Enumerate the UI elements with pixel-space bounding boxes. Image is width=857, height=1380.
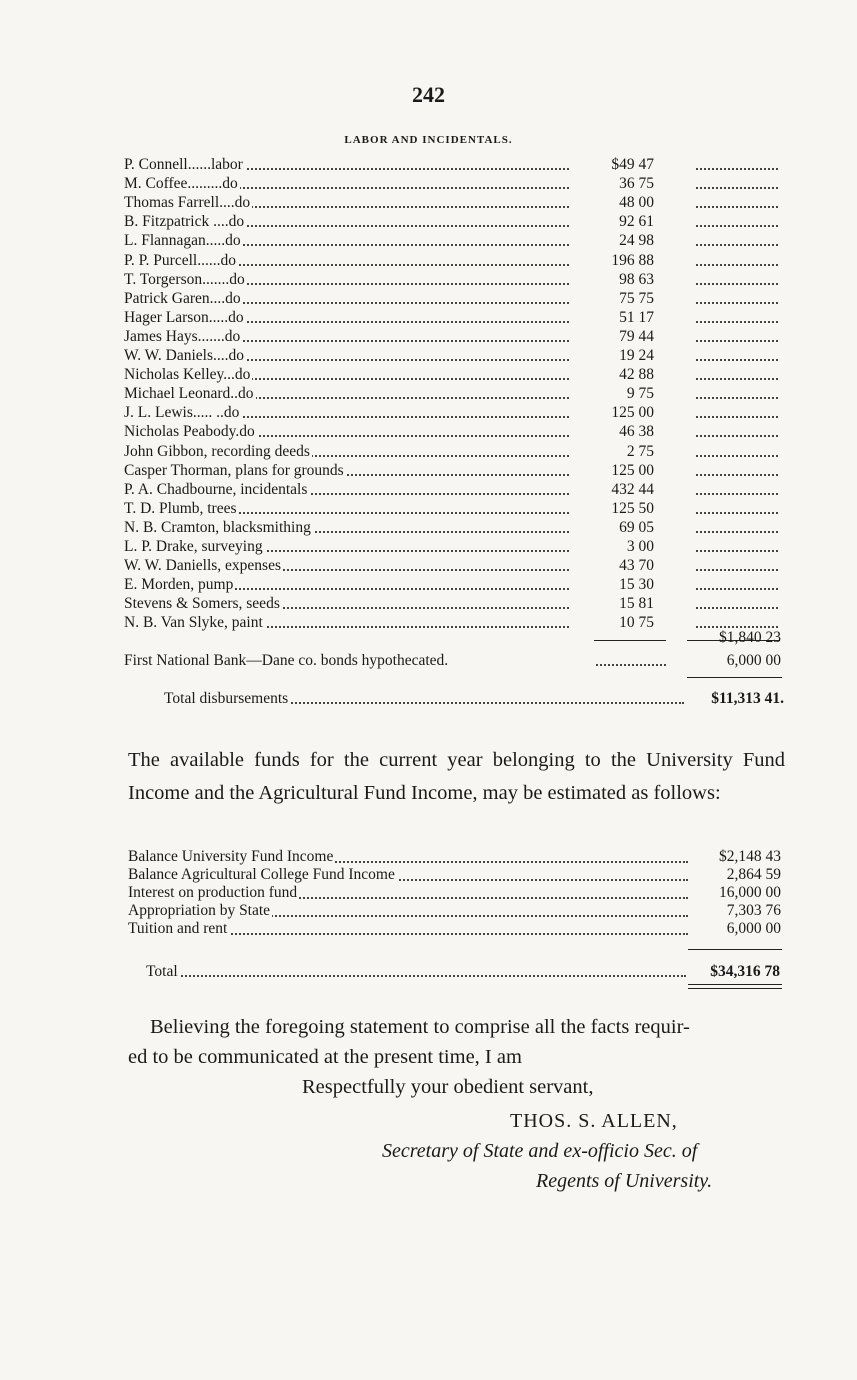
funds-rule-top [688,949,782,950]
ledger-row-label: N. B. Van Slyke, paint [124,614,263,632]
ledger-row [124,461,784,480]
ledger-row-name [124,270,569,289]
ledger-row-leader [696,435,778,437]
ledger-row-amount: 125 00 [611,404,654,422]
funds-row-amount: 2,864 59 [688,866,781,884]
ledger-row-amount: 10 75 [619,614,654,632]
ledger-row-amount: 15 30 [619,576,654,594]
funds-row [128,884,783,902]
total-disbursements-label: Total disbursements [164,690,289,707]
ledger-row-label: Nicholas Peabody.do [124,423,255,441]
ledger-row-amount: 9 75 [626,385,654,403]
ledger-row-leader [696,607,778,609]
ledger-row-amount: 48 00 [619,194,654,212]
ledger-row-name [124,251,569,270]
ledger-row-name [124,422,569,441]
ledger-row [124,289,784,308]
funds-table [128,848,783,938]
ledger-row-label: Thomas Farrell....do [124,194,251,212]
ledger-row [124,518,784,537]
funds-row [128,902,783,920]
ledger-row-label: T. D. Plumb, trees [124,499,237,517]
funds-row [128,866,783,884]
ledger-row-name [124,384,569,403]
funds-row-amount: 6,000 00 [688,920,781,938]
ledger-row-amount: 19 24 [619,347,654,364]
funds-intro-paragraph: The available funds for the current year belonging to the University Fund Income and the Agricultural Fund Income, may be estimated as follows: [128,749,785,804]
closing-line-2: ed to be communicated at the present time, I am [128,1046,522,1068]
funds-row-amount: $2,148 43 [688,848,781,866]
funds-row [128,920,783,938]
funds-rule-double-1 [688,984,782,985]
ledger-row-label: N. B. Cramton, blacksmithing [124,518,311,536]
signature-name: THOS. S. ALLEN, [510,1110,678,1132]
ledger-subtotal: $1,840 23 [719,629,781,646]
ledger-row-label: Patrick Garen....do [124,289,241,307]
ledger-row [124,212,784,231]
ledger-row [124,365,784,384]
ledger-row [124,556,784,575]
ledger-row-name [124,346,569,365]
ledger-row-amount: 46 38 [619,423,654,441]
ledger-row [124,270,784,289]
ledger-row-amount: $49 47 [611,156,654,173]
total-disbursements-amount: $11,313 41. [711,690,784,707]
ledger-row-leader [696,302,778,304]
ledger-row-name [124,174,569,193]
ledger-row-leader [696,187,778,189]
ledger-row-amount: 98 63 [619,270,654,288]
closing-line-1: Believing the foregoing statement to comprise all the facts requir- [150,1016,690,1038]
funds-row-label: Balance Agricultural College Fund Income [128,866,395,883]
ledger-row [124,442,784,461]
ledger-row-amount: 125 00 [611,461,654,479]
page-number: 242 [412,82,445,107]
ledger-row-name [124,480,569,499]
ledger-row-leader [696,455,778,457]
ledger-row-name [124,365,569,384]
signature-title-line-2: Regents of University. [536,1170,713,1192]
ledger-row-leader [696,206,778,208]
ledger-row-name [124,442,569,461]
ledger-row-label: Hager Larson.....do [124,308,244,326]
ledger-row-leader [696,474,778,476]
ledger-row-amount: 36 75 [619,175,654,193]
ledger-row-label: L. P. Drake, surveying [124,538,263,555]
ledger-row-leader [696,550,778,552]
funds-row-label: Balance University Fund Income [128,848,334,865]
ledger-row [124,575,784,594]
ledger-row-label: J. L. Lewis..... ..do [124,404,240,422]
ledger-row-leader [696,264,778,266]
ledger-row [124,308,784,327]
ledger-row-leader [696,168,778,170]
ledger-row-leader [696,493,778,495]
ledger-row-name [124,289,569,308]
ledger-row-name [124,613,569,632]
funds-row [128,848,783,866]
ledger-row-amount: 24 98 [619,232,654,250]
ledger-row-label: P. P. Purcell......do [124,251,236,269]
ledger-row-leader [696,416,778,418]
ledger-row [124,174,784,193]
ledger-row-amount: 2 75 [626,442,654,460]
funds-row-label: Appropriation by State [128,902,271,919]
ledger-row-name [124,537,569,556]
ledger-row [124,403,784,422]
bank-label: First National Bank—Dane co. bonds hypothecated. [124,652,449,669]
funds-row-amount: 16,000 00 [688,884,781,902]
ledger-row-label: Nicholas Kelley...do [124,366,251,384]
ledger-row-label: P. A. Chadbourne, incidentals [124,480,308,498]
ledger-row-leader [696,512,778,514]
funds-total-leader [146,975,686,977]
ledger-row-amount: 92 61 [619,213,654,231]
funds-row-label: Tuition and rent [128,920,228,937]
ledger-row [124,193,784,212]
ledger-row [124,155,784,174]
ledger-row-name [124,556,569,575]
ledger-row [124,594,784,613]
ledger-row-amount: 42 88 [619,366,654,384]
ledger-row-name [124,327,569,346]
bank-amount: 6,000 00 [726,652,781,669]
ledger-row-name [124,594,569,613]
funds-total-label: Total [146,963,178,980]
ledger-row-amount: 432 44 [611,480,654,498]
ledger-row-amount: 79 44 [619,327,654,345]
bank-leader [596,664,666,666]
ledger-row-amount: 15 81 [619,595,654,613]
ledger-row-amount: 43 70 [619,557,654,575]
ledger-row-leader [696,397,778,399]
ledger-row-amount: 75 75 [619,289,654,307]
ledger-row-amount: 69 05 [619,518,654,536]
ledger-row-leader [696,244,778,246]
ledger-row [124,613,784,632]
ledger-row-label: Casper Thorman, plans for grounds [124,461,344,479]
ledger-row [124,251,784,270]
ledger-row-label: E. Morden, pump [124,576,234,594]
ledger-row-name [124,403,569,422]
ledger-row-leader [696,626,778,628]
ledger-row-label: T. Torgerson.......do [124,270,245,288]
ledger-row-name [124,193,569,212]
ledger-row-label: L. Flannagan.....do [124,232,241,250]
ledger-row-label: W. W. Daniells, expenses [124,557,281,575]
ledger-row-name [124,575,569,594]
subtotal-rule-left [594,640,666,641]
ledger-row [124,384,784,403]
total-rule [687,677,782,678]
ledger-row-amount: 196 88 [611,251,654,269]
ledger-row-leader [696,225,778,227]
ledger-row-leader [696,283,778,285]
ledger-row-label: James Hays.......do [124,327,241,345]
ledger-row [124,480,784,499]
ledger-row-label: Michael Leonard..do [124,385,254,403]
closing-line-3: Respectfully your obedient servant, [302,1076,594,1098]
ledger-row-name [124,308,569,327]
funds-total-amount: $34,316 78 [686,962,780,981]
ledger-row [124,499,784,518]
ledger-row-amount: 3 00 [626,538,654,555]
ledger-row-name [124,212,569,231]
ledger-row-leader [696,340,778,342]
ledger-row-leader [696,321,778,323]
signature-title-line-1: Secretary of State and ex-officio Sec. of [382,1140,698,1162]
ledger-row-name [124,499,569,518]
ledger-row-leader [696,588,778,590]
ledger-row-leader [696,569,778,571]
ledger-row [124,422,784,441]
ledger-row [124,537,784,556]
ledger-row-label: John Gibbon, recording deeds [124,442,310,460]
funds-rule-double-2 [688,988,782,989]
ledger-row-leader [696,531,778,533]
funds-row-label: Interest on production fund [128,884,298,901]
ledger-row-label: M. Coffee.........do [124,175,238,193]
ledger-row [124,327,784,346]
ledger-row [124,231,784,250]
ledger-row-label: B. Fitzpatrick ....do [124,213,245,231]
ledger-row-name [124,518,569,537]
ledger-row [124,346,784,365]
ledger-row-name [124,231,569,250]
ledger-row-leader [696,378,778,380]
funds-row-amount: 7,303 76 [688,902,781,920]
ledger-row-name [124,461,569,480]
ledger-row-amount: 125 50 [611,499,654,517]
ledger-row-label: Stevens & Somers, seeds [124,595,280,613]
section-heading: LABOR AND INCIDENTALS. [344,134,513,146]
ledger-row-label: P. Connell......labor [124,156,243,173]
ledger-row-name [124,155,569,174]
ledger-row-amount: 51 17 [619,308,654,326]
ledger-row-leader [696,359,778,361]
ledger-row-label: W. W. Daniels....do [124,347,244,364]
